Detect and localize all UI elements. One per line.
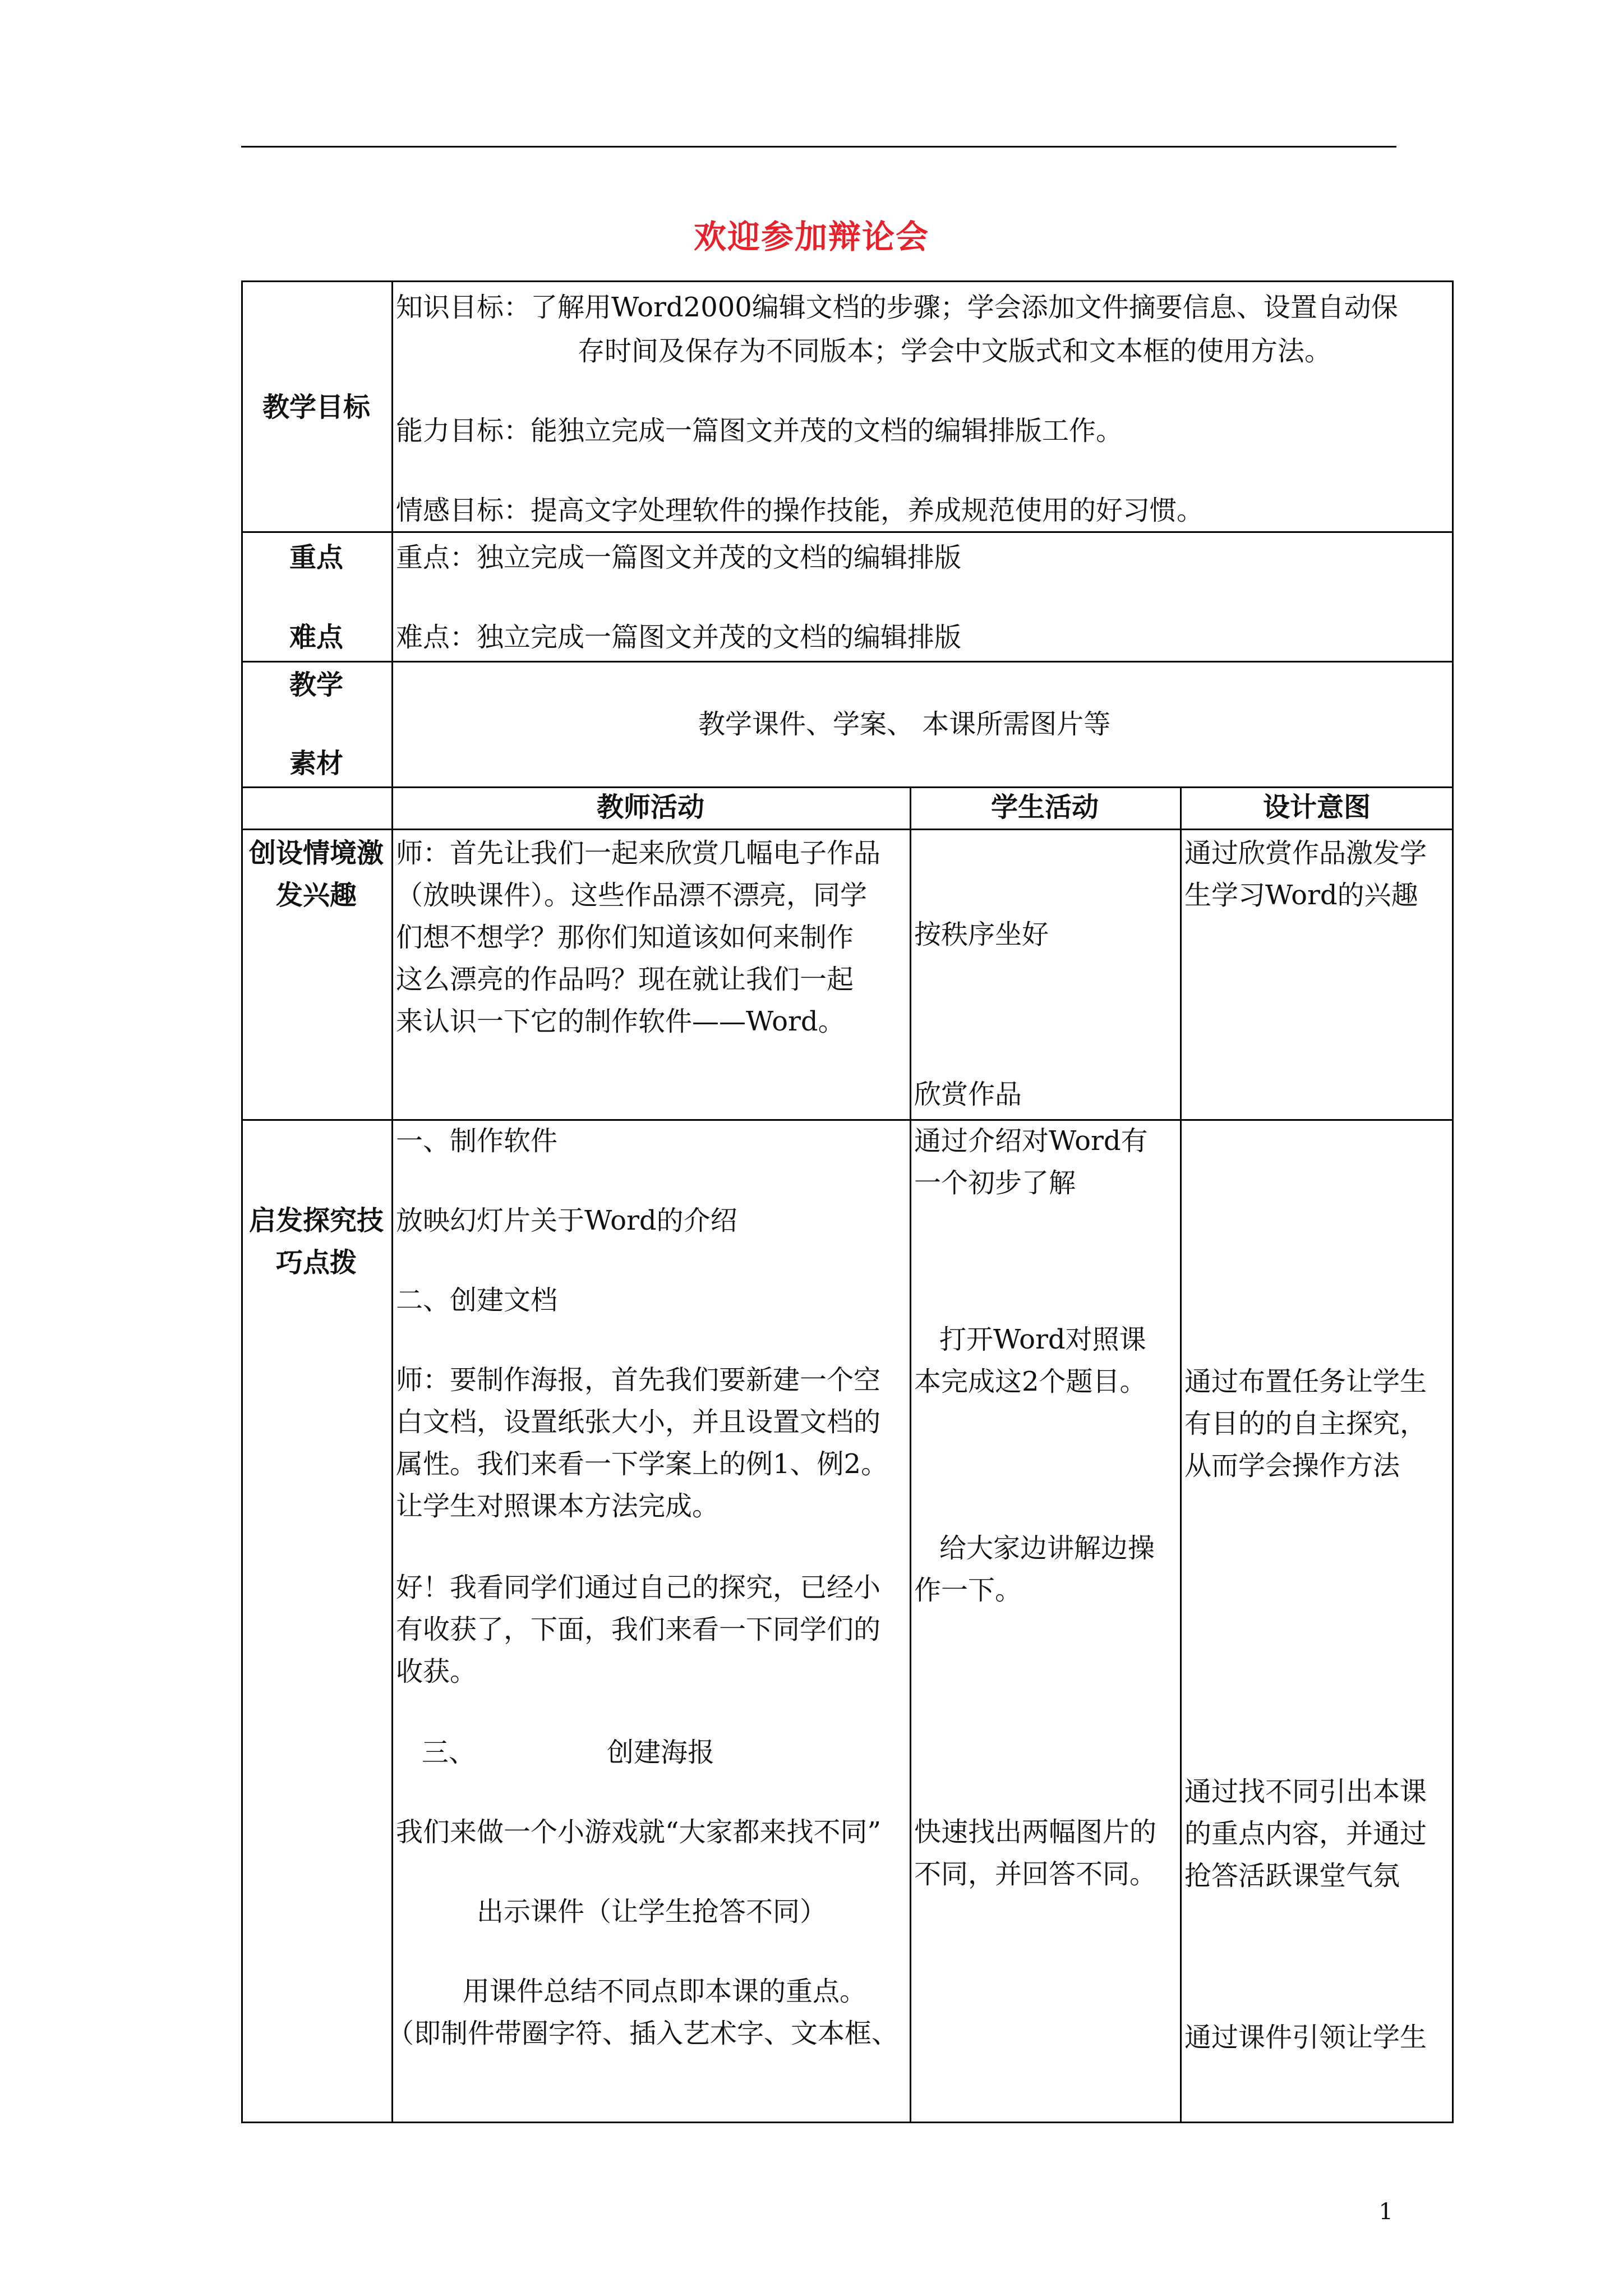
- section2-teacher-heading: 一、制作软件: [396, 1125, 558, 1157]
- table-grid-line: [241, 829, 1454, 830]
- difficult-point-label: 难点: [289, 622, 343, 653]
- section2-design-line: 通过布置任务让学生: [1184, 1366, 1427, 1397]
- section2-teacher-line: 好！我看同学们通过自己的探究，已经小: [396, 1572, 881, 1603]
- knowledge-objective-line2: 存时间及保存为不同版本；学会中文版式和文本框的使用方法。: [578, 335, 1332, 367]
- section2-design-line: 通过课件引领让学生: [1184, 2022, 1427, 2053]
- section2-student-line: 作一下。: [914, 1575, 1022, 1606]
- column-header-teacher: 教师活动: [596, 792, 704, 823]
- section2-student-line: 一个初步了解: [914, 1167, 1076, 1199]
- section2-teacher-line: 师：要制作海报，首先我们要新建一个空: [396, 1364, 881, 1396]
- table-grid-line: [241, 531, 1454, 533]
- materials-content: 教学课件、学案、 本课所需图片等: [698, 708, 1111, 740]
- section2-teacher-text: 放映幻灯片关于Word的介绍: [396, 1205, 737, 1236]
- section2-label-line2: 巧点拨: [275, 1247, 357, 1278]
- page-title: 欢迎参加辩论会: [693, 218, 929, 256]
- page-number: 1: [1378, 2199, 1393, 2225]
- section2-teacher-heading: 三、: [422, 1737, 476, 1768]
- section2-design-line: 抢答活跃课堂气氛: [1184, 1860, 1400, 1892]
- section2-design-line: 通过找不同引出本课: [1184, 1776, 1427, 1807]
- section2-teacher-line: 收获。: [396, 1656, 477, 1687]
- section2-teacher-line: 属性。我们来看一下学案上的例1、例2。: [396, 1448, 888, 1480]
- section1-student-text: 按秩序坐好: [914, 919, 1049, 950]
- section1-design-line: 生学习Word的兴趣: [1184, 880, 1418, 911]
- section2-teacher-line: 白文档，设置纸张大小，并且设置文档的: [396, 1406, 881, 1438]
- section2-student-line: 快速找出两幅图片的: [914, 1816, 1157, 1848]
- emotion-objective: 情感目标：提高文字处理软件的操作技能，养成规范使用的好习惯。: [396, 495, 1204, 526]
- header-rule: [241, 146, 1396, 148]
- section2-design-line: 从而学会操作方法: [1184, 1450, 1400, 1481]
- table-grid-line: [241, 661, 1454, 662]
- section2-student-line: 通过介绍对Word有: [914, 1125, 1148, 1157]
- section1-teacher-line: 这么漂亮的作品吗？现在就让我们一起: [396, 964, 854, 995]
- section2-teacher-line: 有收获了，下面，我们来看一下同学们的: [396, 1614, 881, 1645]
- ability-objective: 能力目标：能独立完成一篇图文并茂的文档的编辑排版工作。: [396, 415, 1123, 447]
- section2-teacher-heading: 创建海报: [607, 1737, 715, 1768]
- key-point-label: 重点: [289, 542, 343, 573]
- section2-student-line: 给大家边讲解边操: [939, 1533, 1155, 1564]
- section1-teacher-line: （放映课件）。这些作品漂不漂亮，同学: [396, 880, 868, 911]
- table-grid-line: [910, 786, 911, 2123]
- section2-label-line1: 启发探究技: [248, 1205, 384, 1236]
- difficult-point-text: 难点：独立完成一篇图文并茂的文档的编辑排版: [396, 622, 962, 653]
- section1-teacher-line: 来认识一下它的制作软件——Word。: [396, 1006, 845, 1037]
- section2-teacher-text: 出示课件（让学生抢答不同）: [477, 1896, 827, 1927]
- section2-teacher-text: 我们来做一个小游戏就“大家都来找不同”: [396, 1816, 882, 1848]
- section2-teacher-text: 用课件总结不同点即本课的重点。: [463, 1976, 867, 2007]
- section1-design-line: 通过欣赏作品激发学: [1184, 838, 1427, 869]
- key-point-text: 重点：独立完成一篇图文并茂的文档的编辑排版: [396, 542, 962, 573]
- section2-teacher-line: 让学生对照课本方法完成。: [396, 1490, 720, 1522]
- section2-teacher-text: （即制件带圈字符、插入艺术字、文本框、: [387, 2018, 899, 2049]
- table-grid-line: [1180, 786, 1182, 2123]
- column-header-design: 设计意图: [1262, 792, 1371, 823]
- section1-teacher-line: 们想不想学？那你们知道该如何来制作: [396, 922, 854, 953]
- materials-label-line1: 教学: [289, 669, 343, 701]
- objectives-label: 教学目标: [262, 392, 370, 423]
- section2-teacher-heading: 二、创建文档: [396, 1285, 558, 1316]
- section2-student-line: 本完成这2个题目。: [914, 1366, 1147, 1397]
- materials-label-line2: 素材: [289, 748, 343, 779]
- section1-student-text: 欣赏作品: [914, 1079, 1022, 1110]
- section2-design-line: 的重点内容，并通过: [1184, 1818, 1427, 1849]
- section2-student-line: 不同，并回答不同。: [914, 1858, 1157, 1890]
- section1-label-line2: 发兴趣: [275, 880, 357, 911]
- section1-label-line1: 创设情境激: [248, 838, 384, 869]
- column-header-student: 学生活动: [990, 792, 1099, 823]
- section1-teacher-line: 师：首先让我们一起来欣赏几幅电子作品: [396, 838, 881, 869]
- section2-student-line: 打开Word对照课: [939, 1324, 1146, 1355]
- section2-design-line: 有目的的自主探究，: [1184, 1408, 1427, 1439]
- table-grid-line: [391, 280, 393, 2123]
- knowledge-objective-line1: 知识目标：了解用Word2000编辑文档的步骤；学会添加文件摘要信息、设置自动保: [396, 292, 1398, 323]
